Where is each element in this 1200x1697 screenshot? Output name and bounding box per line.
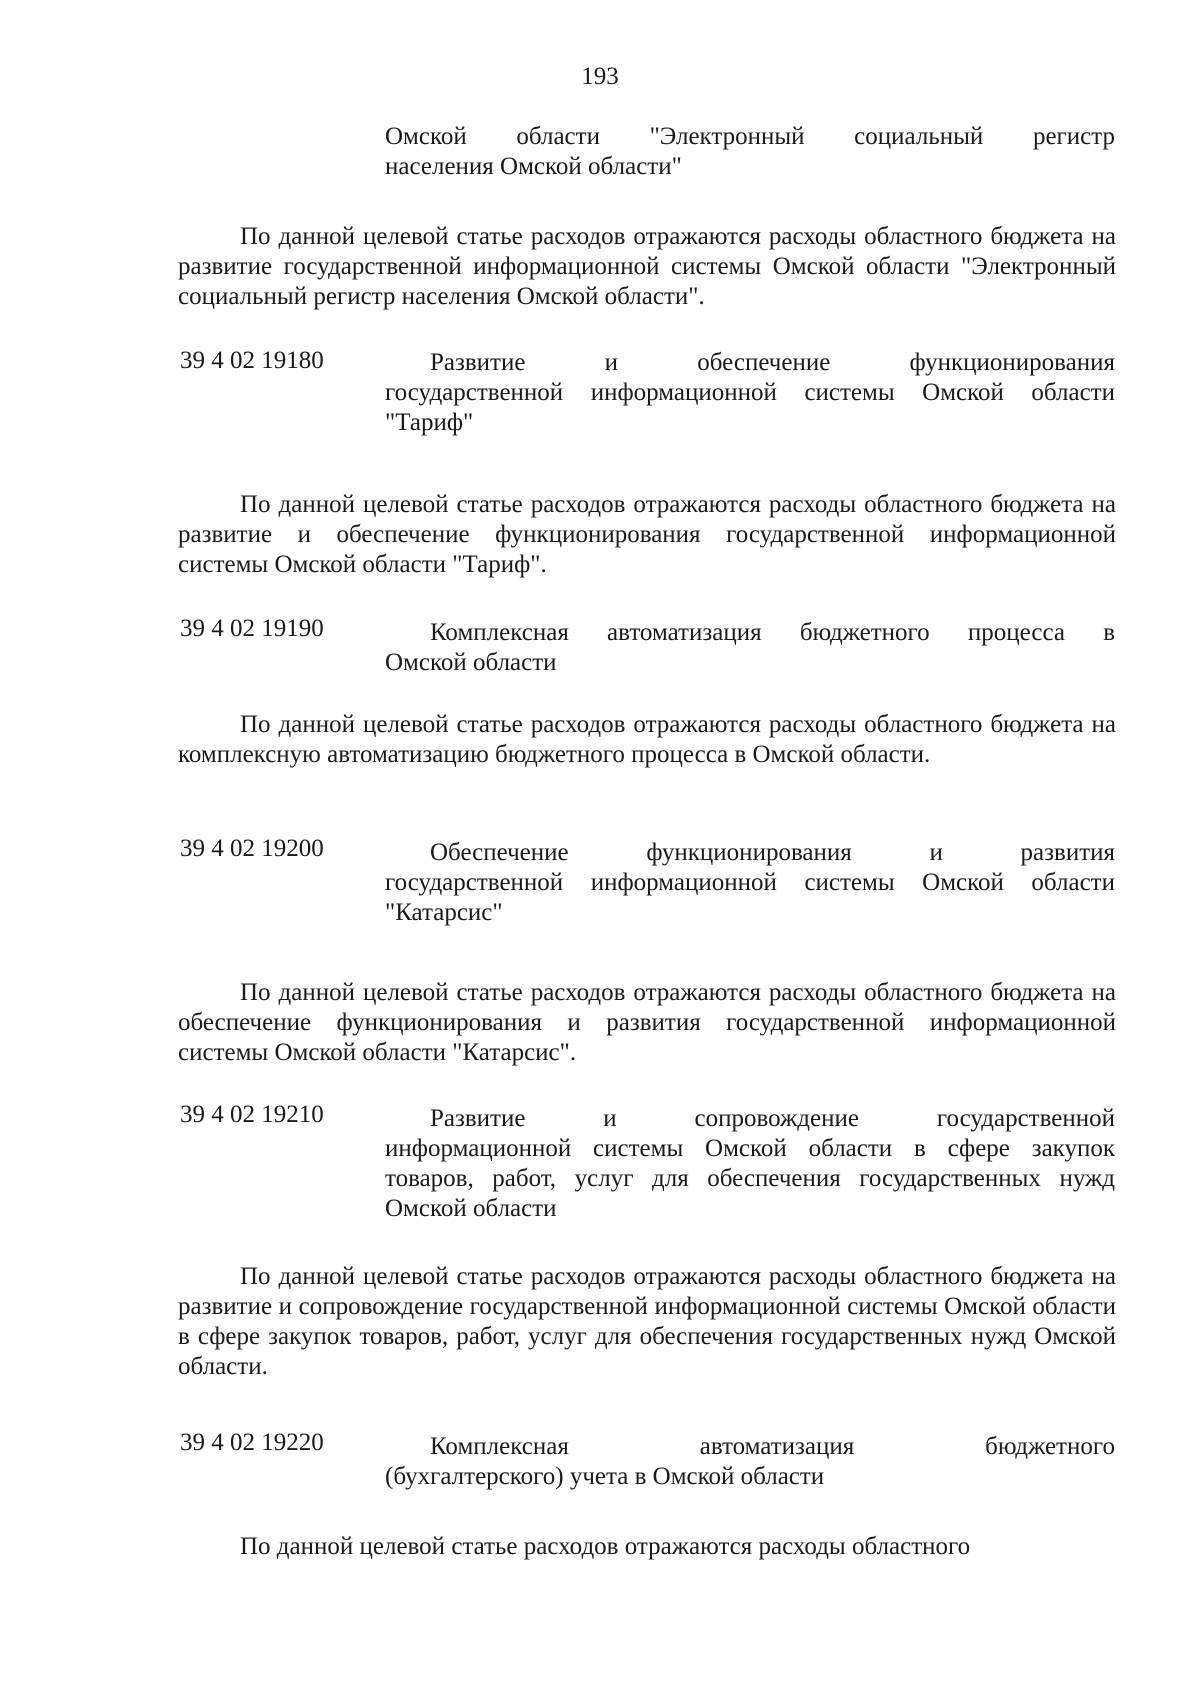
entry-title-rest: (бухгалтерского) учета в Омской области bbox=[385, 1463, 825, 1490]
entry-code: 39 4 02 19220 bbox=[180, 1429, 324, 1456]
entry-paragraph: По данной целевой статье расходов отражаются расходы областного бюджета на развитие и сопровождение государственной информационной системы Омской области в сфере закупок товаров, работ, услуг для обеспечения государственных нужд Омской области. bbox=[178, 1263, 1116, 1380]
entry-title-first-line: Обеспечение функционирования и развития bbox=[430, 839, 1115, 866]
entry-code: 39 4 02 19190 bbox=[180, 615, 324, 642]
intro-heading-line1: Омской области "Электронный социальный регистр bbox=[385, 123, 1115, 150]
entry-title-rest: государственной информационной системы Омской области "Катарсис" bbox=[385, 869, 1115, 926]
entry-title-first-line: Комплексная автоматизация бюджетного процесса в bbox=[430, 619, 1115, 646]
entry-title-first-line: Развитие и обеспечение функционирования bbox=[430, 349, 1115, 376]
entry-paragraph: По данной целевой статье расходов отражаются расходы областного бюджета на обеспечение функционирования и развития государственной информационной системы Омской области "Катарсис". bbox=[178, 979, 1116, 1066]
entry-title bbox=[385, 618, 1115, 678]
entry-paragraph: По данной целевой статье расходов отражаются расходы областного bbox=[240, 1533, 971, 1560]
entry-code: 39 4 02 19210 bbox=[180, 1101, 324, 1128]
entry-title bbox=[385, 1432, 1115, 1492]
entry-paragraph: По данной целевой статье расходов отражаются расходы областного бюджета на комплексную автоматизацию бюджетного процесса в Омской области. bbox=[178, 711, 1116, 768]
entry-title-rest: информационной системы Омской области в сфере закупок товаров, работ, услуг для обеспечения государственных нужд Омской области bbox=[385, 1135, 1115, 1222]
entry-title-first-line: Комплексная автоматизация бюджетного bbox=[430, 1433, 1115, 1460]
entry-code: 39 4 02 19200 bbox=[180, 835, 324, 862]
page-number: 193 bbox=[581, 63, 619, 90]
intro-heading-line2: населения Омской области" bbox=[385, 153, 682, 180]
entry-title bbox=[385, 348, 1115, 438]
intro-paragraph: По данной целевой статье расходов отражаются расходы областного бюджета на развитие государственной информационной системы Омской области "Электронный социальный регистр населения Омской области". bbox=[178, 223, 1116, 310]
entry-paragraph: По данной целевой статье расходов отражаются расходы областного бюджета на развитие и обеспечение функционирования государственной информационной системы Омской области "Тариф". bbox=[178, 491, 1116, 578]
entry-title-first-line: Развитие и сопровождение государственной bbox=[430, 1105, 1115, 1132]
entry-code: 39 4 02 19180 bbox=[180, 347, 324, 374]
entry-title-rest: Омской области bbox=[385, 649, 557, 676]
entry-title bbox=[385, 1104, 1115, 1224]
entry-title bbox=[385, 838, 1115, 928]
intro-heading bbox=[385, 122, 1115, 182]
entry-title-rest: государственной информационной системы Омской области "Тариф" bbox=[385, 379, 1115, 436]
